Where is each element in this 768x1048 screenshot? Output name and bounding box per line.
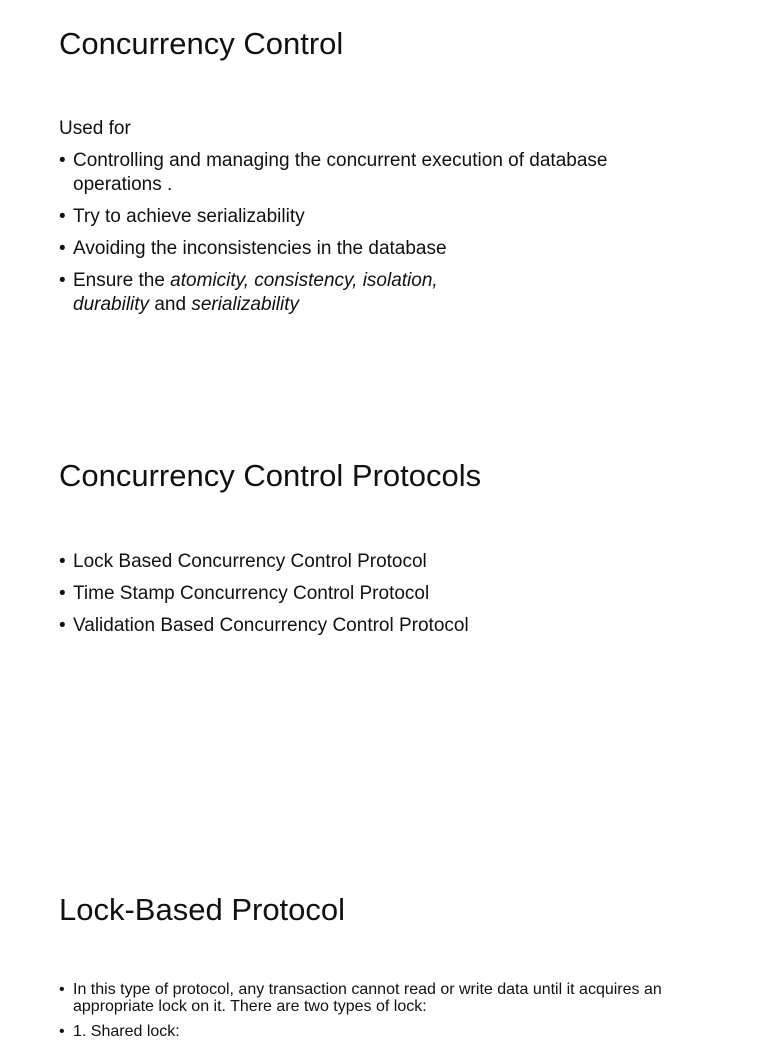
list-item xyxy=(59,269,493,317)
list-item: • Controlling and managing the concurrent execution of database operations . xyxy=(59,149,669,197)
italic-term: atomicity, consistency, isolation, xyxy=(170,270,438,291)
list-item: • Try to achieve serializability xyxy=(59,205,669,229)
slide-concurrency-control-protocols xyxy=(0,420,768,840)
slide-title: Concurrency Control xyxy=(59,26,344,61)
slide-title: Lock-Based Protocol xyxy=(59,892,346,927)
slide-concurrency-control xyxy=(0,0,768,420)
list-item: • Avoiding the inconsistencies in the database xyxy=(59,237,669,261)
list-item: • Lock Based Concurrency Control Protocol xyxy=(59,550,719,574)
list-item: • In this type of protocol, any transaction cannot read or write data until it acquires an appropriate lock on it. There are two types of lock: xyxy=(59,981,709,1015)
bullet-list xyxy=(59,550,719,646)
italic-term: serializability xyxy=(191,294,300,315)
list-item-partial: • 1. Shared lock: xyxy=(59,1023,709,1040)
list-item: • Time Stamp Concurrency Control Protocol xyxy=(59,582,719,606)
slide-lock-based-protocol xyxy=(0,840,768,1040)
bullet-text: and xyxy=(149,294,192,315)
italic-term: durability xyxy=(73,294,150,315)
intro-text: Used for xyxy=(59,118,131,139)
bullet-text: Ensure the xyxy=(73,270,171,291)
bullet-list xyxy=(59,149,669,325)
list-item: • Validation Based Concurrency Control Protocol xyxy=(59,614,719,638)
slide-title: Concurrency Control Protocols xyxy=(59,458,482,493)
bullet-list xyxy=(59,981,709,1048)
